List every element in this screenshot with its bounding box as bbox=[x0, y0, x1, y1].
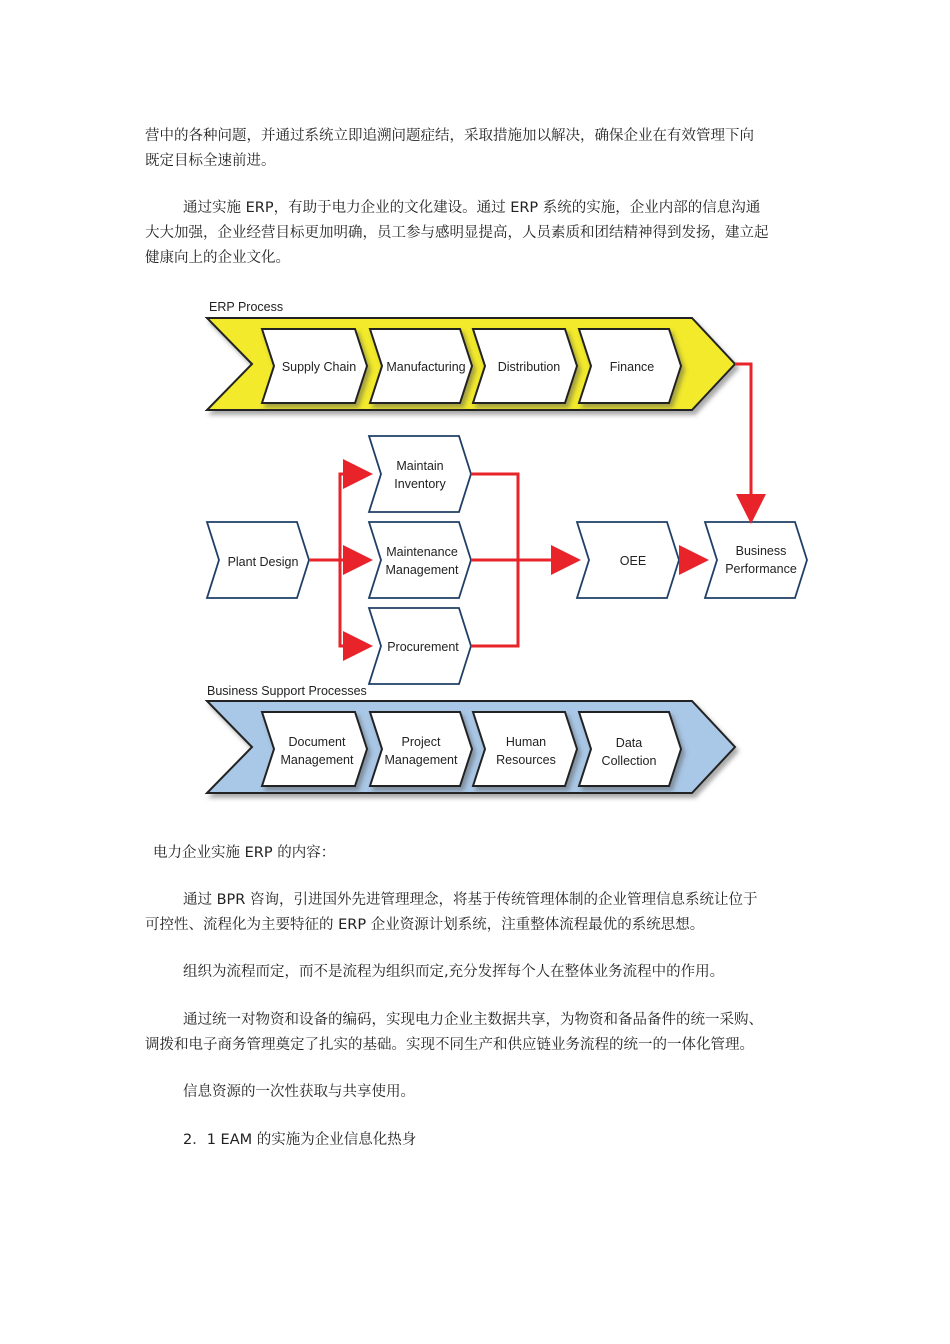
node-label-line: Human bbox=[505, 735, 547, 749]
plant-design-label: Plant Design bbox=[227, 555, 299, 569]
erp-step-distribution bbox=[473, 329, 577, 403]
node-label-line: Inventory bbox=[394, 477, 446, 491]
erp-step-label: Manufacturing bbox=[386, 360, 466, 374]
node-label-line: Collection bbox=[601, 754, 657, 768]
section-heading-eam bbox=[145, 1128, 810, 1153]
erp-step-label: Supply Chain bbox=[281, 360, 357, 374]
arrow-plant-to-procurement bbox=[340, 560, 367, 646]
node-label-line: Business bbox=[735, 544, 787, 558]
erp-step-supply-chain bbox=[262, 329, 367, 403]
text-line: 大大加强，企业经营目标更加明确，员工参与感明显提高，人员素质和团结精神得到发扬，建立起 bbox=[145, 225, 769, 241]
node-label-line: Data bbox=[615, 736, 643, 750]
node-label-line: Maintain bbox=[396, 459, 444, 473]
text-line: 可控性、流程化为主要特征的 ERP 企业资源计划系统，注重整体流程最优的系统思想。 bbox=[145, 917, 705, 933]
oee-label: OEE bbox=[619, 554, 647, 568]
text-line: 组织为流程而定，而不是流程为组织而定,充分发挥每个人在整体业务流程中的作用。 bbox=[183, 964, 725, 980]
paragraph-info-resources bbox=[145, 1080, 810, 1105]
erp-step-label: Finance bbox=[609, 360, 655, 374]
support-step-human-resources bbox=[473, 712, 577, 786]
node-label-line: Management bbox=[385, 563, 459, 577]
node-label-line: Management bbox=[384, 753, 458, 767]
node-label-line: Maintenance bbox=[386, 545, 458, 559]
maintain-inventory-node bbox=[369, 436, 471, 512]
erp-step-label: Distribution bbox=[497, 360, 561, 374]
text-line: 通过统一对物资和设备的编码，实现电力企业主数据共享，为物资和备品备件的统一采购、 bbox=[183, 1012, 763, 1028]
oee-node bbox=[577, 522, 679, 598]
support-step-project-management bbox=[370, 712, 472, 786]
text-line: 2．1 EAM 的实施为企业信息化热身 bbox=[183, 1132, 417, 1148]
text-line: 信息资源的一次性获取与共享使用。 bbox=[183, 1084, 415, 1100]
plant-design-node bbox=[207, 522, 309, 598]
text-line: 健康向上的企业文化。 bbox=[145, 250, 290, 266]
node-label-line: Project bbox=[401, 735, 441, 749]
procurement-node bbox=[369, 608, 471, 684]
text-line: 通过实施 ERP，有助于电力企业的文化建设。通过 ERP 系统的实施，企业内部的信息沟通 bbox=[183, 200, 761, 216]
node-label-line: Resources bbox=[496, 753, 556, 767]
node-label-line: Procurement bbox=[387, 640, 459, 654]
paragraph-bpr bbox=[145, 888, 810, 938]
paragraph-erp-culture bbox=[145, 196, 810, 271]
text-line: 调拨和电子商务管理奠定了扎实的基础。实现不同生产和供应链业务流程的统一的一体化管理。 bbox=[145, 1037, 754, 1053]
text-line: 通过 BPR 咨询，引进国外先进管理理念，将基于传统管理体制的企业管理信息系统让位于 bbox=[183, 892, 758, 908]
line-inventory-merge bbox=[471, 474, 518, 560]
paragraph-intro-continued bbox=[145, 124, 810, 174]
diagram-caption bbox=[153, 841, 818, 866]
erp-process-title: ERP Process bbox=[209, 300, 284, 314]
erp-process-diagram bbox=[195, 296, 820, 811]
node-label-line: Performance bbox=[725, 562, 797, 576]
paragraph-coding bbox=[145, 1008, 810, 1058]
support-processes-title: Business Support Processes bbox=[207, 684, 367, 698]
business-performance-node bbox=[705, 522, 807, 598]
paragraph-organization bbox=[145, 960, 810, 985]
caption-text: 电力企业实施 ERP 的内容： bbox=[153, 845, 336, 861]
support-step-document-management bbox=[262, 712, 367, 786]
text-line: 营中的各种问题，并通过系统立即追溯问题症结，采取措施加以解决，确保企业在有效管理下向 bbox=[145, 128, 754, 144]
erp-step-manufacturing bbox=[370, 329, 472, 403]
node-label-line: Management bbox=[280, 753, 354, 767]
arrow-finance-to-performance bbox=[735, 364, 751, 518]
maintenance-management-node bbox=[369, 522, 471, 598]
erp-step-finance bbox=[579, 329, 681, 403]
arrow-plant-to-inventory bbox=[340, 474, 367, 560]
node-label-line: Document bbox=[288, 735, 346, 749]
text-line: 既定目标全速前进。 bbox=[145, 153, 276, 169]
support-step-data-collection bbox=[579, 712, 681, 786]
line-procurement-merge bbox=[471, 560, 518, 646]
